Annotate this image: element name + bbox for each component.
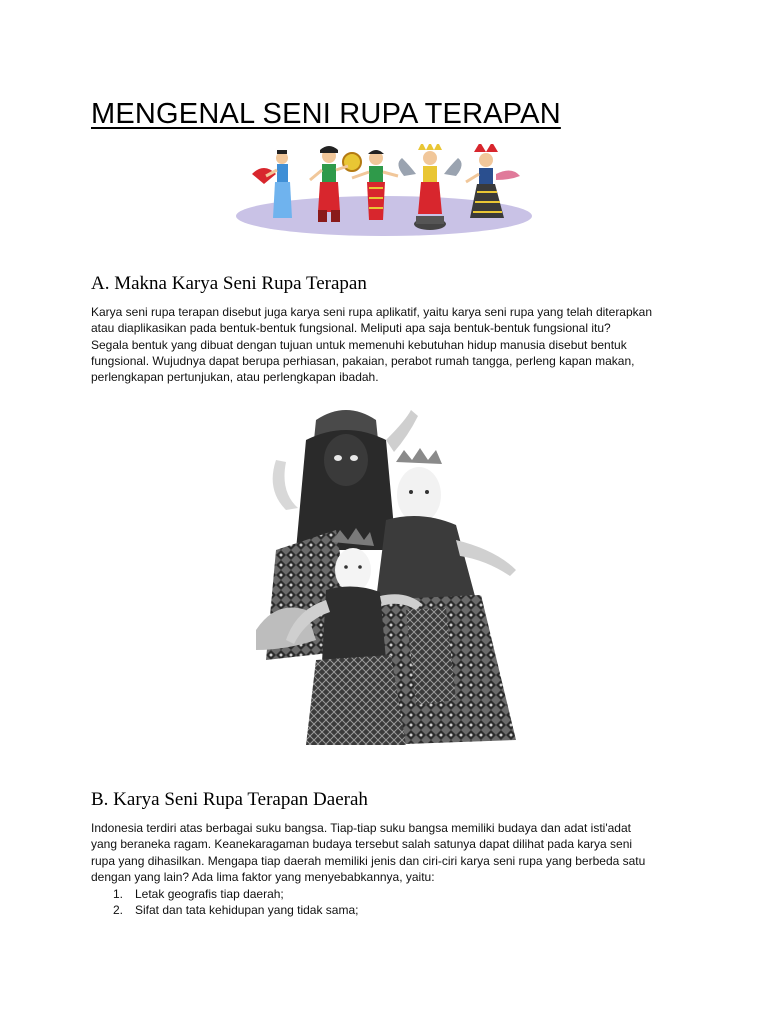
section-b-heading: B. Karya Seni Rupa Terapan Daerah: [91, 789, 368, 810]
list-item: [91, 886, 651, 902]
page-title: MENGENAL SENI RUPA TERAPAN: [91, 98, 561, 130]
paragraph-line: dengan yang lain? Ada lima faktor yang menyebabkannya, yaitu:: [91, 869, 435, 884]
list-item-text: Letak geografis tiap daerah;: [135, 887, 284, 901]
dancers-illustration: [234, 144, 534, 238]
paragraph-line: yang beraneka ragam. Keanekaragaman budaya tersebut salah satunya dapat dilihat pada karya seni: [91, 837, 633, 852]
list-item-number: 1.: [113, 887, 124, 901]
paragraph-line: atau diaplikasikan pada bentuk-bentuk fungsional. Meliputi apa saja bentuk-bentuk fungsional itu?: [91, 321, 611, 336]
masked-dancers-photo: [246, 400, 526, 750]
list-item-number: 2.: [113, 903, 124, 918]
paragraph-line: Segala bentuk yang dibuat dengan tujuan untuk memenuhi kebutuhan hidup manusia disebut bentuk: [91, 337, 627, 352]
section-a-heading: A. Makna Karya Seni Rupa Terapan: [91, 273, 367, 294]
section-a-paragraph: [91, 304, 691, 385]
factors-list: [91, 886, 651, 919]
section-b-paragraph: [91, 820, 691, 885]
list-item-text: Sifat dan tata kehidupan yang tidak sama;: [135, 903, 359, 918]
list-item: [91, 902, 651, 918]
paragraph-line: rupa yang dihasilkan. Mengapa tiap daerah memiliki jenis dan ciri-ciri karya seni rupa yang berbeda satu: [91, 853, 646, 868]
paragraph-line: fungsional. Wujudnya dapat berupa perhiasan, pakaian, perabot rumah tangga, perleng kapan makan,: [91, 353, 635, 368]
paragraph-line: Karya seni rupa terapan disebut juga karya seni rupa aplikatif, yaitu karya seni rupa yang telah diterapkan: [91, 305, 653, 319]
paragraph-line: Indonesia terdiri atas berbagai suku bangsa. Tiap-tiap suku bangsa memiliki budaya dan adat isti'adat: [91, 821, 631, 835]
paragraph-line: perlengkapan pertunjukan, atau perlengkapan ibadah.: [91, 370, 379, 385]
